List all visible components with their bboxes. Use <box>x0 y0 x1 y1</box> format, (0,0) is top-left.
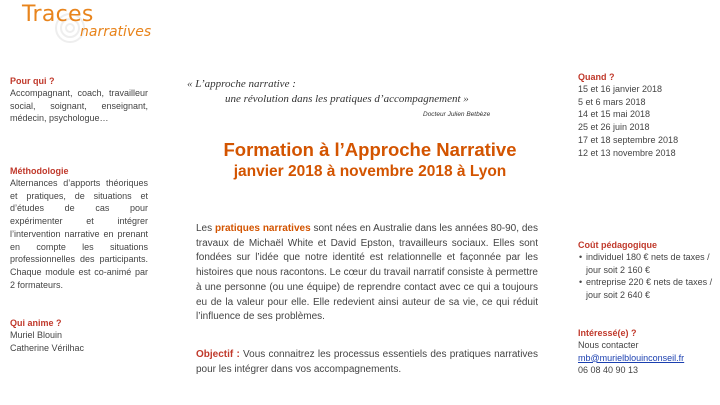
session-date: 14 et 15 mai 2018 <box>578 109 651 120</box>
quote-author: Docteur Julien Betbèze <box>423 111 491 118</box>
pour-qui-title: Pour qui ? <box>10 76 55 86</box>
section-cout <box>578 240 714 302</box>
quote-line-2: une révolution dans les pratiques d’accompagnement » <box>225 93 469 105</box>
contact-label: Nous contacter <box>578 340 639 350</box>
session-date: 17 et 18 septembre 2018 <box>578 134 679 145</box>
quote <box>187 77 469 107</box>
intro-keyword: pratiques narratives <box>214 223 311 234</box>
cost-item-company: • entreprise 220 € nets de taxes / jour soit 2 640 € <box>586 276 714 301</box>
phone-number: 06 08 40 90 13 <box>578 365 639 376</box>
logo-word-traces: Traces <box>22 2 94 27</box>
email-link[interactable]: mb@murielblouinconseil.fr <box>578 352 685 363</box>
quand-title: Quand ? <box>578 72 615 82</box>
section-quand <box>578 72 714 159</box>
session-date: 25 et 26 juin 2018 <box>578 122 650 133</box>
intro-paragraph <box>196 222 538 325</box>
objective-paragraph <box>196 348 538 377</box>
page-subtitle: janvier 2018 à novembre 2018 à Lyon <box>233 163 507 180</box>
methodologie-text: Alternances d’apports théoriques et pratiques, de situations et d’études de cas pour expérimenter et intégrer l’intervention narrative en prenant en compte les situations professionnelles des participants. Chaque module est co-animé par 2 formateurs. <box>10 178 148 290</box>
logo-word-narratives: narratives <box>80 24 152 40</box>
interesse-title: Intéressé(e) ? <box>578 328 637 338</box>
trainer-name: Catherine Vérilhac <box>10 342 85 353</box>
intro-text-rest: sont nées en Australie dans les années 80-90, des travaux de Michaël White et David Epston, travailleurs sociaux. Elles sont fondées sur l’idée que notre identité est relationnelle et façonnée par les histoires que nous racontons. Le cœur du travail narratif consiste à permettre à une personne (ou une équipe) de reprendre contact avec ce qui a toujours eu de la valeur pour elle. Elle redevient ainsi auteur de sa vie, ce qui réduit l’influence de ses problèmes. <box>196 223 538 323</box>
pour-qui-text: Accompagnant, coach, travailleur social, soignant, enseignant, médecin, psychologue… <box>10 88 148 124</box>
session-date: 15 et 16 janvier 2018 <box>578 84 663 94</box>
objective-text: Vous connaitrez les processus essentiels des pratiques narratives pour les intégrer dans vos accompagnements. <box>196 349 538 375</box>
quote-line-1: « L’approche narrative : <box>187 78 296 90</box>
trainer-name: Muriel Blouin <box>10 330 63 340</box>
session-date: 12 et 13 novembre 2018 <box>578 147 676 158</box>
intro-text-start: Les <box>196 223 215 234</box>
cost-item-individual: • individuel 180 € nets de taxes / jour soit 2 160 € <box>586 251 714 276</box>
methodologie-title: Méthodologie <box>10 166 69 176</box>
cout-title: Coût pédagogique <box>578 240 657 250</box>
qui-anime-title: Qui anime ? <box>10 318 62 328</box>
section-contact <box>578 328 714 377</box>
section-methodologie <box>10 166 148 291</box>
section-pour-qui <box>10 76 148 125</box>
session-date: 5 et 6 mars 2018 <box>578 96 646 107</box>
page-title: Formation à l’Approche Narrative <box>223 139 517 160</box>
objective-label: Objectif : <box>196 349 240 360</box>
section-qui-anime <box>10 318 148 354</box>
